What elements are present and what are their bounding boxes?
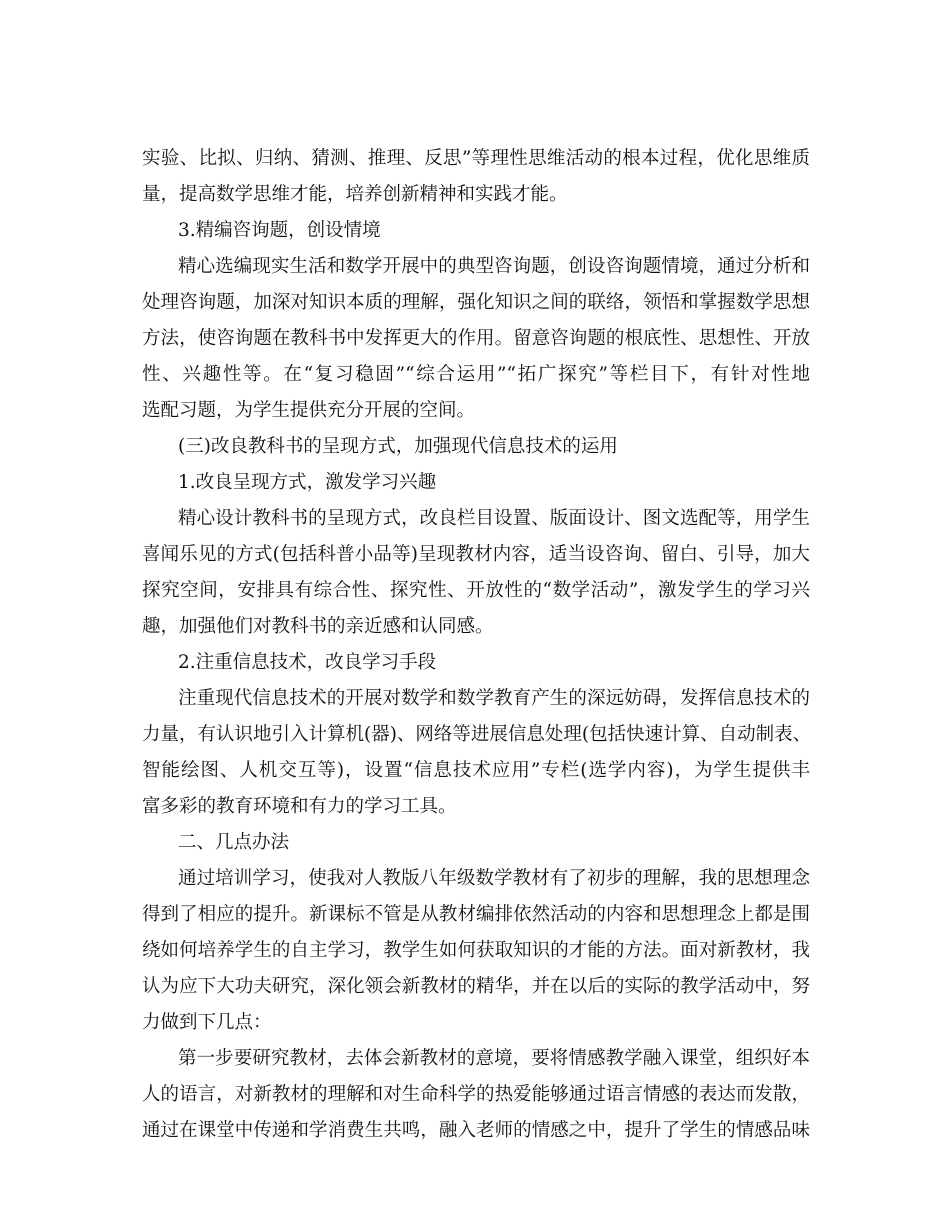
text-line: 实验、比拟、归纳、猜测、推理、反思”等理性思维活动的根本过程，优化思维质 xyxy=(142,148,810,169)
section-heading: 2.注重信息技术，改良学习手段 xyxy=(178,652,437,673)
text-line: 绕如何培养学生的自主学习，教学生如何获取知识的才能的方法。面对新教材，我 xyxy=(142,940,810,961)
text-line: 趣，加强他们对教科书的亲近感和认同感。 xyxy=(142,616,494,637)
text-line: 精心设计教科书的呈现方式，改良栏目设置、版面设计、图文选配等，用学生 xyxy=(178,508,810,529)
text-line: 通过培训学习，使我对人教版八年级数学教材有了初步的理解，我的思想理念 xyxy=(178,868,810,889)
text-line: 探究空间，安排具有综合性、探究性、开放性的“数学活动”，激发学生的学习兴 xyxy=(142,580,810,601)
text-line: 注重现代信息技术的开展对数学和数学教育产生的深远妨碍，发挥信息技术的 xyxy=(178,688,810,709)
text-line: 通过在课堂中传递和学消费生共鸣，融入老师的情感之中，提升了学生的情感品味 xyxy=(142,1120,810,1141)
section-heading: 3.精编咨询题，创设情境 xyxy=(178,220,381,241)
text-line: 认为应下大功夫研究，深化领会新教材的精华，并在以后的实际的教学活动中，努 xyxy=(142,976,810,997)
text-line: 精心选编现实生活和数学开展中的典型咨询题，创设咨询题情境，通过分析和 xyxy=(178,256,810,277)
text-line: 方法，使咨询题在教科书中发挥更大的作用。留意咨询题的根底性、思想性、开放 xyxy=(142,328,810,349)
text-line: 第一步要研究教材，去体会新教材的意境，要将情感教学融入课堂，组织好本 xyxy=(178,1048,810,1069)
text-line: 得到了相应的提升。新课标不管是从教材编排依然活动的内容和思想理念上都是围 xyxy=(142,904,810,925)
section-heading: 二、几点办法 xyxy=(178,832,290,853)
document-body xyxy=(142,141,810,1149)
section-heading: (三)改良教科书的呈现方式，加强现代信息技术的运用 xyxy=(178,436,618,457)
text-line: 量，提高数学思维才能，培养创新精神和实践才能。 xyxy=(142,184,568,205)
text-line: 力量，有认识地引入计算机(器)、网络等进展信息处理(包括快速计算、自动制表、 xyxy=(142,724,812,745)
text-line: 智能绘图、人机交互等)，设置“信息技术应用”专栏(选学内容)，为学生提供丰 xyxy=(142,760,810,781)
text-line: 人的语言，对新教材的理解和对生命科学的热爱能够通过语言情感的表达而发散， xyxy=(142,1084,810,1105)
text-line: 喜闻乐见的方式(包括科普小品等)呈现教材内容，适当设咨询、留白、引导，加大 xyxy=(142,544,810,565)
text-line: 处理咨询题，加深对知识本质的理解，强化知识之间的联络，领悟和掌握数学思想 xyxy=(142,292,810,313)
text-line: 力做到下几点： xyxy=(142,1012,272,1033)
text-line: 性、兴趣性等。在“复习稳固”“综合运用”“拓广探究”等栏目下，有针对性地 xyxy=(142,364,810,385)
text-line: 选配习题，为学生提供充分开展的空间。 xyxy=(142,400,476,421)
text-line: 富多彩的教育环境和有力的学习工具。 xyxy=(142,796,457,817)
section-heading: 1.改良呈现方式，激发学习兴趣 xyxy=(178,472,437,493)
